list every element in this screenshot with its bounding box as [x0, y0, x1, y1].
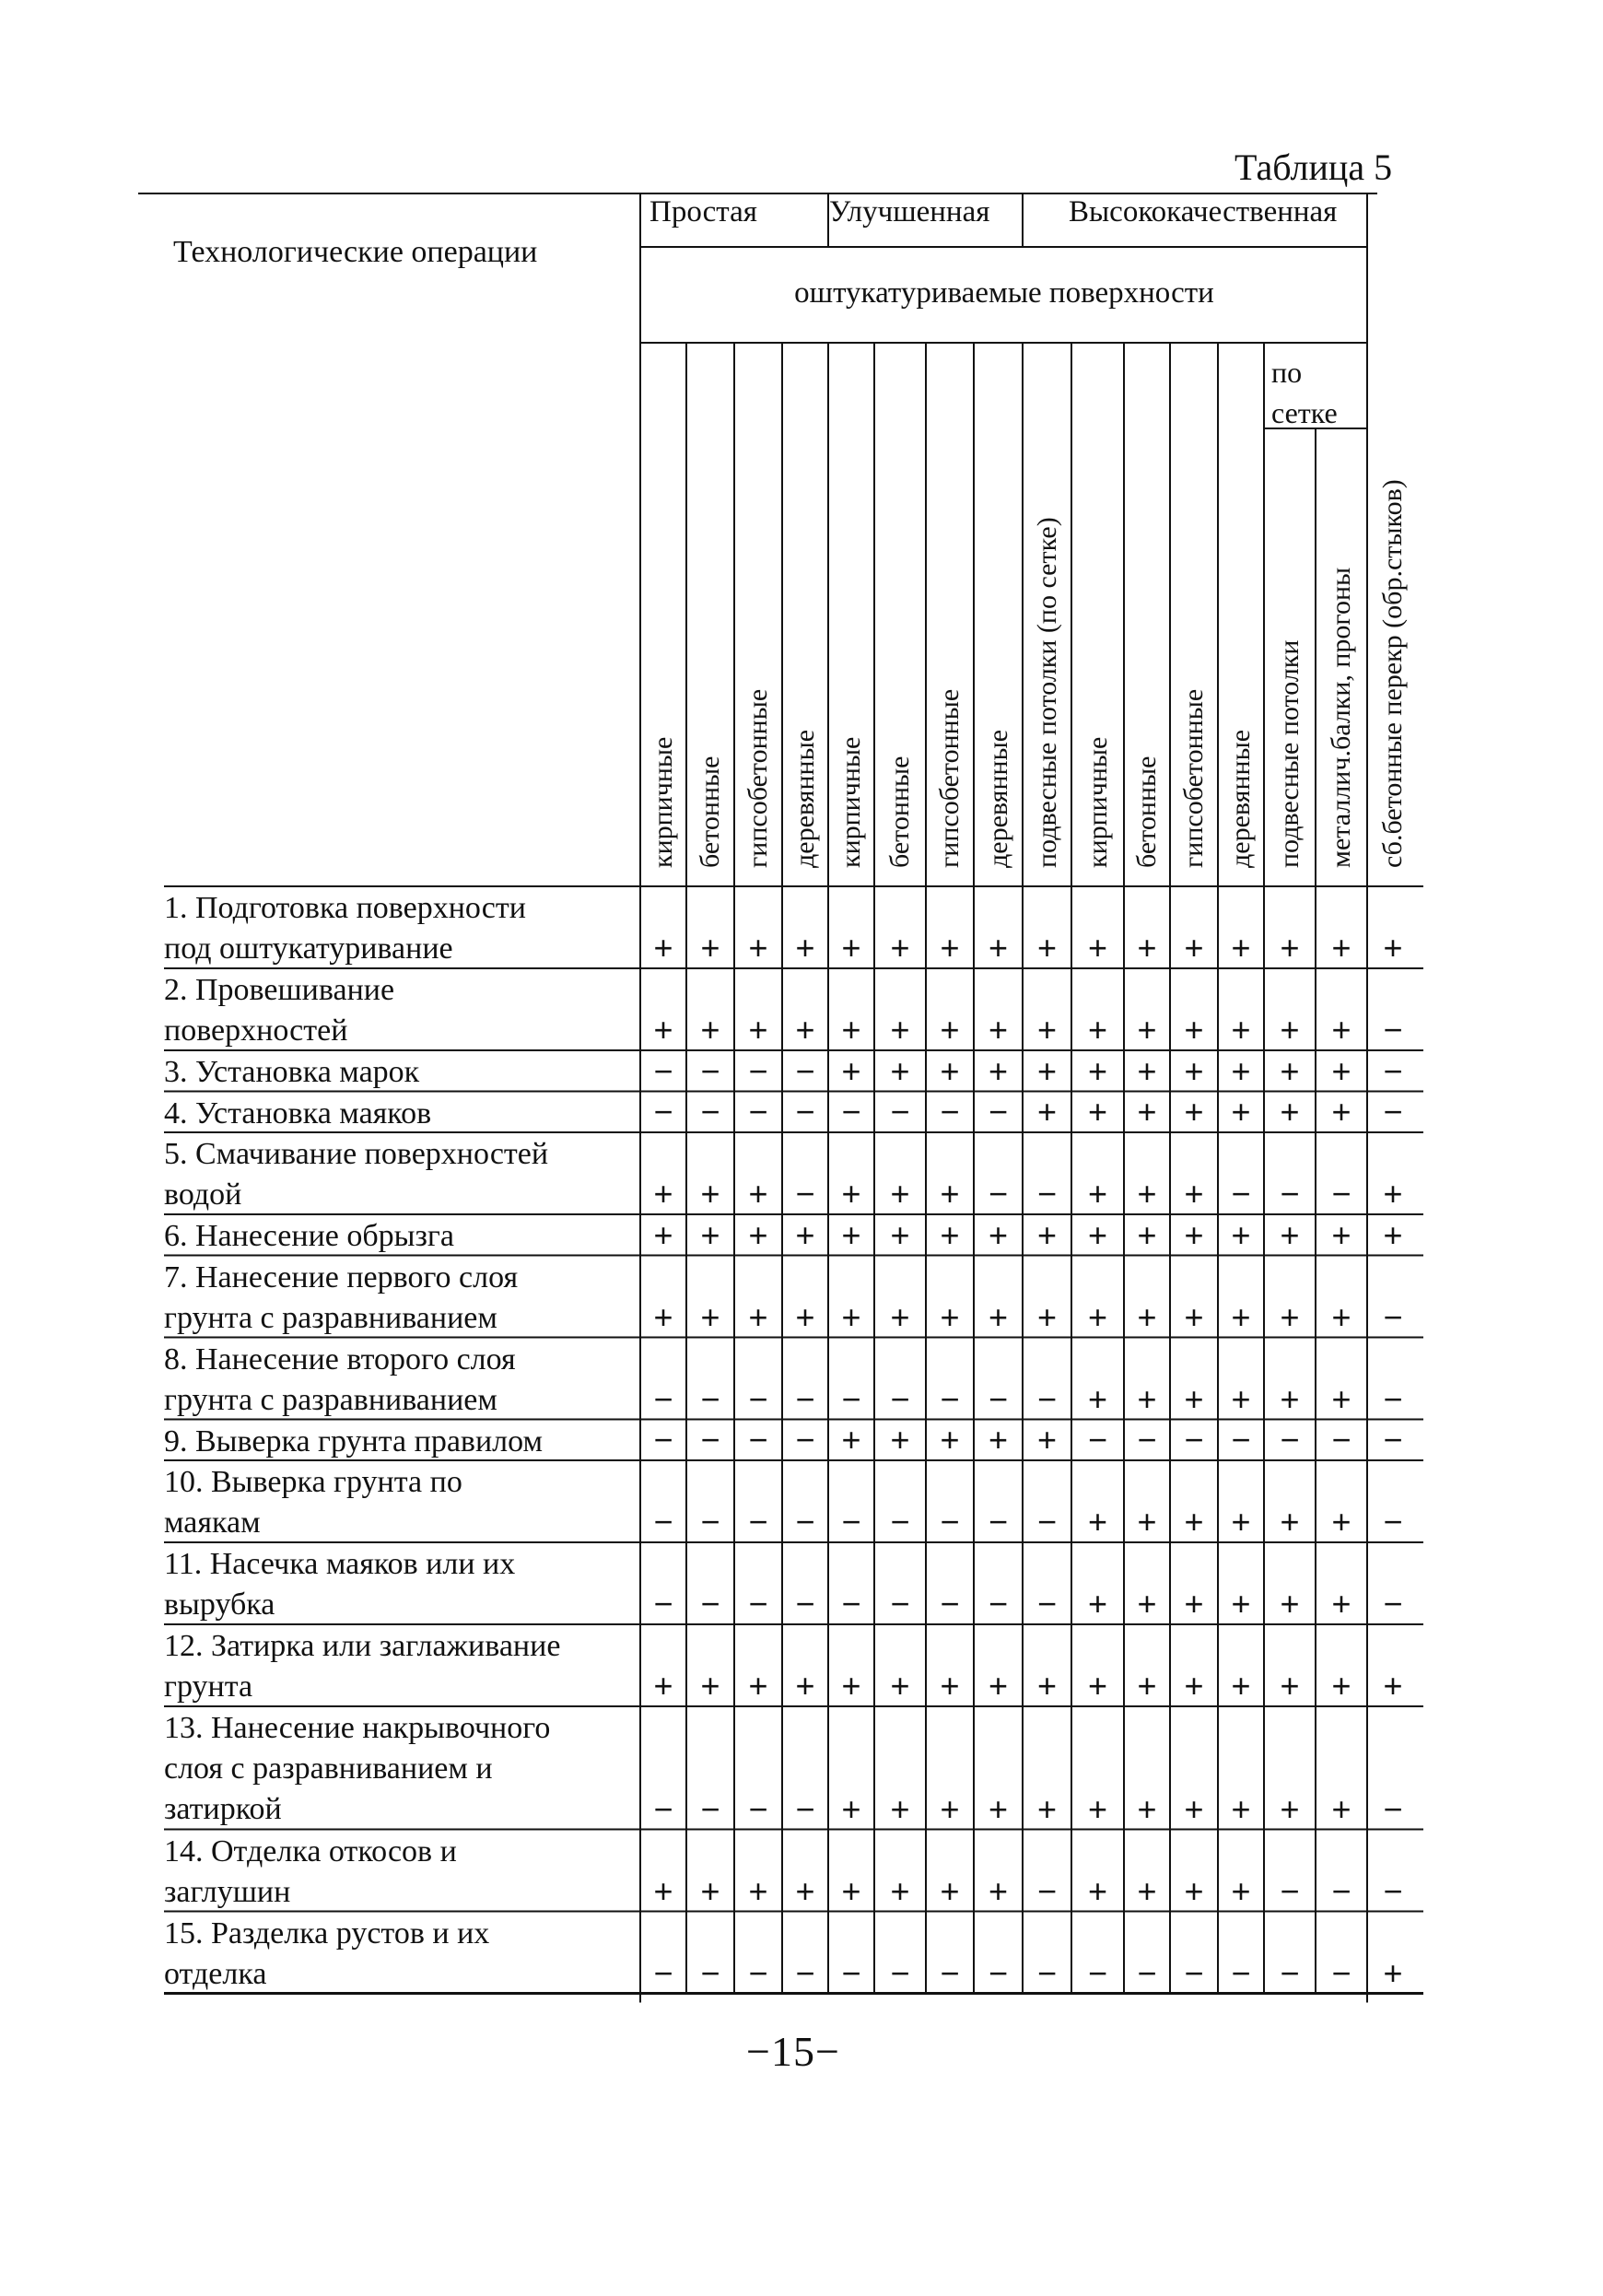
plus-mark: +	[653, 1871, 673, 1910]
minus-mark: −	[653, 1093, 673, 1130]
plus-mark: +	[841, 1297, 861, 1336]
plus-mark: +	[748, 1175, 768, 1212]
column-header-10: кирпичные	[1082, 736, 1113, 868]
minus-mark: −	[841, 1503, 861, 1540]
page-number: −15−	[746, 2028, 840, 2075]
operation-text-line: 4. Установка маяков	[164, 1095, 432, 1130]
minus-mark: −	[1036, 1871, 1058, 1910]
minus-mark: −	[940, 1503, 960, 1540]
operation-text-line: грунта	[164, 1669, 253, 1704]
minus-mark: −	[748, 1789, 768, 1828]
operation-text-line: 12. Затирка или заглаживание	[164, 1629, 561, 1663]
column-header-5: кирпичные	[836, 736, 866, 868]
minus-mark: −	[1036, 1585, 1058, 1622]
plus-mark: +	[1280, 1667, 1300, 1704]
minus-mark: −	[940, 1093, 960, 1130]
plus-mark: +	[1280, 1789, 1300, 1828]
column-header-14: подвесные потолки	[1274, 639, 1305, 868]
plus-mark: +	[1137, 1789, 1157, 1828]
plus-mark: +	[1137, 1093, 1157, 1130]
table-caption: Таблица 5	[1234, 146, 1393, 188]
plus-mark: +	[1184, 1503, 1204, 1540]
plus-mark: +	[890, 929, 910, 966]
plus-mark: +	[653, 1175, 673, 1212]
plus-mark: +	[1280, 1215, 1300, 1254]
operation-text-line: отделка	[164, 1956, 267, 1991]
plus-mark: +	[1184, 1789, 1204, 1828]
plus-mark: +	[940, 1871, 960, 1910]
plus-mark: +	[1280, 1379, 1300, 1418]
plus-mark: +	[940, 1215, 960, 1254]
plus-mark: +	[1231, 1789, 1251, 1828]
plus-mark: +	[1331, 1093, 1351, 1130]
minus-mark: −	[653, 1379, 673, 1418]
plus-mark: +	[1087, 1297, 1108, 1336]
group-header-high-quality: Высококачественная	[1069, 195, 1338, 228]
plus-mark: +	[1087, 1215, 1108, 1254]
plus-mark: +	[1331, 1585, 1351, 1622]
plus-mark: +	[1280, 1585, 1300, 1622]
plus-mark: +	[1087, 1503, 1108, 1540]
plus-mark: +	[988, 929, 1009, 966]
minus-mark: −	[700, 1953, 720, 1992]
plus-mark: +	[940, 1051, 960, 1090]
plus-mark: +	[1184, 1051, 1204, 1090]
plus-mark: +	[1331, 1011, 1351, 1048]
plus-mark: +	[841, 1421, 861, 1458]
plus-mark: +	[841, 1871, 861, 1910]
minus-mark: −	[1331, 1871, 1351, 1910]
operations-header: Технологические операции	[173, 235, 538, 269]
minus-mark: −	[1231, 1953, 1251, 1992]
plus-mark: +	[1231, 1871, 1251, 1910]
plus-mark: +	[940, 929, 960, 966]
plus-mark: +	[1137, 1011, 1157, 1048]
minus-mark: −	[748, 1953, 768, 1992]
plus-mark: +	[988, 1215, 1009, 1254]
operation-text-line: 13. Нанесение накрывочного	[164, 1711, 551, 1745]
plus-mark: +	[653, 1297, 673, 1336]
plus-mark: +	[1036, 1093, 1058, 1130]
plus-mark: +	[1087, 1871, 1108, 1910]
plus-mark: +	[1036, 1297, 1058, 1336]
minus-mark: −	[988, 1585, 1009, 1622]
minus-mark: −	[700, 1051, 720, 1090]
minus-mark: −	[1280, 1871, 1300, 1910]
plus-mark: +	[988, 1051, 1009, 1090]
minus-mark: −	[890, 1953, 910, 1992]
minus-mark: −	[795, 1421, 815, 1458]
operation-text-line: 8. Нанесение второго слоя	[164, 1341, 516, 1376]
plus-mark: +	[1280, 1503, 1300, 1540]
minus-mark: −	[1184, 1421, 1204, 1458]
plus-mark: +	[1331, 929, 1351, 966]
plus-mark: +	[940, 1667, 960, 1704]
minus-mark: −	[1036, 1503, 1058, 1540]
plus-mark: +	[940, 1011, 960, 1048]
plus-mark: +	[890, 1789, 910, 1828]
plus-mark: +	[1087, 1011, 1108, 1048]
plus-mark: +	[1231, 1667, 1251, 1704]
plus-mark: +	[841, 1789, 861, 1828]
plus-mark: +	[700, 1667, 720, 1704]
minus-mark: −	[988, 1175, 1009, 1212]
plus-mark: +	[940, 1789, 960, 1828]
plus-mark: +	[795, 1667, 815, 1704]
minus-mark: −	[653, 1051, 673, 1090]
plus-mark: +	[890, 1297, 910, 1336]
minus-mark: −	[700, 1585, 720, 1622]
minus-mark: −	[1383, 1871, 1403, 1910]
minus-mark: −	[1036, 1175, 1058, 1212]
plus-mark: +	[1137, 1215, 1157, 1254]
minus-mark: −	[700, 1789, 720, 1828]
plus-mark: +	[1280, 929, 1300, 966]
minus-mark: −	[748, 1379, 768, 1418]
plus-mark: +	[1231, 929, 1251, 966]
group-header-simple: Простая	[649, 195, 757, 228]
column-header-16: сб.бетонные перекр (обр.стыков)	[1377, 479, 1408, 868]
column-header-12: гипсобетонные	[1178, 688, 1209, 868]
column-header-6: бетонные	[884, 756, 915, 868]
plus-mark: +	[653, 1215, 673, 1254]
plus-mark: +	[795, 929, 815, 966]
plus-mark: +	[1231, 1011, 1251, 1048]
minus-mark: −	[1383, 1585, 1403, 1622]
plus-mark: +	[748, 1667, 768, 1704]
plus-mark: +	[1383, 1953, 1403, 1992]
plus-mark: +	[1231, 1585, 1251, 1622]
plus-mark: +	[1184, 1871, 1204, 1910]
plus-mark: +	[1137, 929, 1157, 966]
plus-mark: +	[1331, 1667, 1351, 1704]
plus-mark: +	[1036, 929, 1058, 966]
plus-mark: +	[1184, 1215, 1204, 1254]
plus-mark: +	[890, 1175, 910, 1212]
plus-mark: +	[841, 1667, 861, 1704]
operation-text-line: 11. Насечка маяков или их	[164, 1547, 516, 1581]
plus-mark: +	[1331, 1379, 1351, 1418]
plus-mark: +	[1137, 1379, 1157, 1418]
plus-mark: +	[653, 929, 673, 966]
minus-mark: −	[748, 1503, 768, 1540]
plus-mark: +	[1036, 1667, 1058, 1704]
plus-mark: +	[940, 1421, 960, 1458]
plus-mark: +	[1184, 1297, 1204, 1336]
minus-mark: −	[988, 1953, 1009, 1992]
plus-mark: +	[653, 1667, 673, 1704]
operation-text-line: 9. Выверка грунта правилом	[164, 1423, 543, 1458]
minus-mark: −	[653, 1789, 673, 1828]
surfaces-header: оштукатуриваемые поверхности	[794, 276, 1214, 310]
minus-mark: −	[940, 1379, 960, 1418]
plus-mark: +	[1137, 1297, 1157, 1336]
plus-mark: +	[890, 1421, 910, 1458]
column-header-7: гипсобетонные	[934, 688, 965, 868]
operation-text-line: 14. Отделка откосов и	[164, 1833, 457, 1868]
operation-text-line: грунта с разравниванием	[164, 1300, 497, 1335]
plus-mark: +	[988, 1297, 1009, 1336]
plus-mark: +	[1184, 929, 1204, 966]
minus-mark: −	[795, 1051, 815, 1090]
plus-mark: +	[1231, 1093, 1251, 1130]
plus-mark: +	[1036, 1789, 1058, 1828]
plus-mark: +	[1383, 1175, 1403, 1212]
plus-mark: +	[700, 1297, 720, 1336]
operation-text-line: поверхностей	[164, 1013, 348, 1048]
plus-mark: +	[1280, 1297, 1300, 1336]
plus-mark: +	[1184, 1011, 1204, 1048]
minus-mark: −	[1383, 1421, 1403, 1458]
plus-mark: +	[841, 1051, 861, 1090]
plus-mark: +	[748, 1871, 768, 1910]
plus-mark: +	[1184, 1585, 1204, 1622]
plus-mark: +	[1036, 1215, 1058, 1254]
plus-mark: +	[1087, 1585, 1108, 1622]
plus-mark: +	[1087, 1051, 1108, 1090]
plus-mark: +	[748, 1011, 768, 1048]
plus-mark: +	[1137, 1175, 1157, 1212]
column-header-2: бетонные	[695, 756, 725, 868]
plus-mark: +	[988, 1871, 1009, 1910]
minus-mark: −	[1184, 1953, 1204, 1992]
minus-mark: −	[841, 1379, 861, 1418]
minus-mark: −	[795, 1503, 815, 1540]
plus-mark: +	[841, 1011, 861, 1048]
operation-text-line: 10. Выверка грунта по	[164, 1465, 462, 1499]
minus-mark: −	[988, 1093, 1009, 1130]
minus-mark: −	[1137, 1421, 1157, 1458]
plus-mark: +	[841, 1175, 861, 1212]
column-header-8: деревянные	[982, 729, 1013, 868]
minus-mark: −	[890, 1585, 910, 1622]
plus-mark: +	[1280, 1011, 1300, 1048]
plus-mark: +	[795, 1297, 815, 1336]
minus-mark: −	[890, 1379, 910, 1418]
plus-mark: +	[890, 1215, 910, 1254]
column-header-15: металлич.балки, прогоны	[1326, 567, 1356, 868]
plus-mark: +	[1087, 1789, 1108, 1828]
plus-mark: +	[1331, 1297, 1351, 1336]
column-header-9: подвесные потолки (по сетке)	[1031, 517, 1062, 868]
plus-mark: +	[1331, 1215, 1351, 1254]
minus-mark: −	[1087, 1953, 1108, 1992]
operation-text-line: заглушин	[164, 1874, 291, 1909]
plus-mark: +	[1137, 1503, 1157, 1540]
plus-mark: +	[1383, 1667, 1403, 1704]
column-header-1: кирпичные	[648, 736, 678, 868]
minus-mark: −	[1383, 1379, 1403, 1418]
operation-text-line: 7. Нанесение первого слоя	[164, 1259, 519, 1294]
minus-mark: −	[700, 1379, 720, 1418]
minus-mark: −	[1383, 1011, 1403, 1048]
column-header-13: деревянные	[1225, 729, 1256, 868]
minus-mark: −	[795, 1175, 815, 1212]
plus-mark: +	[653, 1011, 673, 1048]
minus-mark: −	[700, 1503, 720, 1540]
minus-mark: −	[1280, 1175, 1300, 1212]
plus-mark: +	[1184, 1093, 1204, 1130]
minus-mark: −	[890, 1503, 910, 1540]
plus-mark: +	[748, 1215, 768, 1254]
operation-text-line: 2. Провешивание	[164, 973, 395, 1007]
column-header-4: деревянные	[790, 729, 820, 868]
minus-mark: −	[748, 1585, 768, 1622]
minus-mark: −	[890, 1093, 910, 1130]
operation-text-line: 1. Подготовка поверхности	[164, 891, 526, 925]
minus-mark: −	[1383, 1503, 1403, 1540]
column-header-3: гипсобетонные	[743, 688, 773, 868]
operation-text-line: 15. Разделка рустов и их	[164, 1915, 490, 1950]
minus-mark: −	[795, 1953, 815, 1992]
minus-mark: −	[1331, 1421, 1351, 1458]
minus-mark: −	[653, 1421, 673, 1458]
plus-mark: +	[1231, 1503, 1251, 1540]
plus-mark: +	[988, 1789, 1009, 1828]
plus-mark: +	[795, 1215, 815, 1254]
operation-text-line: 3. Установка марок	[164, 1055, 420, 1089]
minus-mark: −	[700, 1093, 720, 1130]
minus-mark: −	[940, 1585, 960, 1622]
plus-mark: +	[940, 1175, 960, 1212]
plus-mark: +	[748, 929, 768, 966]
plus-mark: +	[1231, 1297, 1251, 1336]
plus-mark: +	[1231, 1051, 1251, 1090]
minus-mark: −	[1137, 1953, 1157, 1992]
minus-mark: −	[1383, 1051, 1403, 1090]
minus-mark: −	[748, 1093, 768, 1130]
plus-mark: +	[1280, 1051, 1300, 1090]
minus-mark: −	[940, 1953, 960, 1992]
plus-mark: +	[1184, 1667, 1204, 1704]
minus-mark: −	[795, 1379, 815, 1418]
minus-mark: −	[795, 1585, 815, 1622]
plus-mark: +	[700, 929, 720, 966]
plus-mark: +	[795, 1011, 815, 1048]
operation-text-line: слоя с разравниванием и	[164, 1751, 493, 1786]
minus-mark: −	[1087, 1421, 1108, 1458]
minus-mark: −	[1383, 1297, 1403, 1336]
minus-mark: −	[653, 1953, 673, 1992]
minus-mark: −	[1280, 1953, 1300, 1992]
minus-mark: −	[795, 1093, 815, 1130]
minus-mark: −	[988, 1379, 1009, 1418]
plus-mark: +	[1036, 1421, 1058, 1458]
plus-mark: +	[795, 1871, 815, 1910]
operation-text-line: грунта с разравниванием	[164, 1382, 497, 1417]
plus-mark: +	[841, 929, 861, 966]
minus-mark: −	[1331, 1175, 1351, 1212]
plus-mark: +	[1231, 1215, 1251, 1254]
minus-mark: −	[700, 1421, 720, 1458]
plus-mark: +	[1087, 1175, 1108, 1212]
minus-mark: −	[1036, 1379, 1058, 1418]
minus-mark: −	[1331, 1953, 1351, 1992]
plus-mark: +	[1280, 1093, 1300, 1130]
group-header-improved: Улучшенная	[829, 195, 990, 228]
minus-mark: −	[748, 1051, 768, 1090]
plus-mark: +	[1137, 1585, 1157, 1622]
plus-mark: +	[1087, 1379, 1108, 1418]
plus-mark: +	[988, 1421, 1009, 1458]
plus-mark: +	[1137, 1667, 1157, 1704]
plus-mark: +	[700, 1011, 720, 1048]
minus-mark: −	[1036, 1953, 1058, 1992]
plus-mark: +	[1331, 1789, 1351, 1828]
plus-mark: +	[1331, 1051, 1351, 1090]
operation-text-line: вырубка	[164, 1587, 275, 1622]
plus-mark: +	[700, 1215, 720, 1254]
plus-mark: +	[700, 1175, 720, 1212]
minus-mark: −	[1383, 1789, 1403, 1828]
plus-mark: +	[988, 1667, 1009, 1704]
minus-mark: −	[1383, 1093, 1403, 1130]
operation-text-line: под оштукатуривание	[164, 931, 453, 966]
plus-mark: +	[1137, 1051, 1157, 1090]
minus-mark: −	[841, 1585, 861, 1622]
operation-text-line: 5. Смачивание поверхностей	[164, 1137, 549, 1171]
minus-mark: −	[841, 1093, 861, 1130]
minus-mark: −	[795, 1789, 815, 1828]
plus-mark: +	[1137, 1871, 1157, 1910]
plus-mark: +	[1036, 1051, 1058, 1090]
plus-mark: +	[1087, 1093, 1108, 1130]
mesh-header-label: по сетке	[1271, 356, 1338, 429]
plus-mark: +	[890, 1051, 910, 1090]
minus-mark: −	[653, 1503, 673, 1540]
plus-mark: +	[1383, 929, 1403, 966]
minus-mark: −	[988, 1503, 1009, 1540]
minus-mark: −	[1231, 1421, 1251, 1458]
plus-mark: +	[1184, 1175, 1204, 1212]
plus-mark: +	[1331, 1503, 1351, 1540]
plus-mark: +	[890, 1871, 910, 1910]
operation-text-line: маякам	[164, 1505, 261, 1540]
minus-mark: −	[1231, 1175, 1251, 1212]
plus-mark: +	[700, 1871, 720, 1910]
column-header-11: бетонные	[1131, 756, 1162, 868]
plus-mark: +	[1036, 1011, 1058, 1048]
operation-text-line: водой	[164, 1177, 242, 1212]
plus-mark: +	[1383, 1215, 1403, 1254]
plus-mark: +	[1087, 929, 1108, 966]
operation-text-line: 6. Нанесение обрызга	[164, 1219, 454, 1253]
plus-mark: +	[1231, 1379, 1251, 1418]
minus-mark: −	[653, 1585, 673, 1622]
operation-text-line: затиркой	[164, 1792, 282, 1826]
plus-mark: +	[890, 1667, 910, 1704]
plus-mark: +	[841, 1215, 861, 1254]
plus-mark: +	[748, 1297, 768, 1336]
plus-mark: +	[1087, 1667, 1108, 1704]
minus-mark: −	[1280, 1421, 1300, 1458]
minus-mark: −	[748, 1421, 768, 1458]
plus-mark: +	[988, 1011, 1009, 1048]
minus-mark: −	[841, 1953, 861, 1992]
plus-mark: +	[940, 1297, 960, 1336]
plus-mark: +	[890, 1011, 910, 1048]
plus-mark: +	[1184, 1379, 1204, 1418]
